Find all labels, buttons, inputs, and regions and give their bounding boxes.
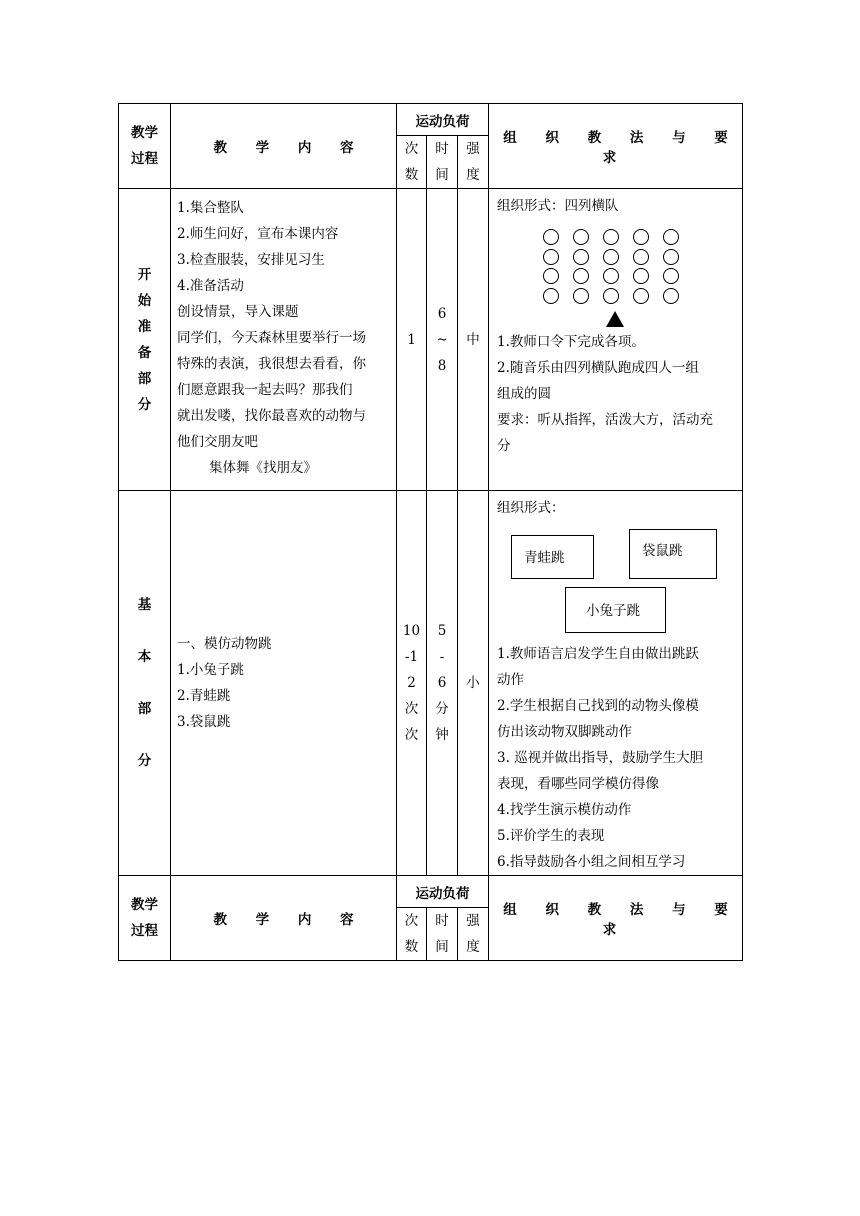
header-times-line: 次 <box>404 913 419 929</box>
method-line: 要求：听从指挥，活泼大方，活动充 <box>497 412 714 428</box>
section-name-char: 始 <box>137 292 152 309</box>
duration-line: 分 <box>435 701 449 717</box>
header-times-line: 次 <box>404 141 419 157</box>
station-box: 袋鼠跳 <box>629 529 717 579</box>
section-name-char: 开 <box>137 266 152 283</box>
method-line: 3. 巡视并做出指导，鼓励学生大胆 <box>497 750 704 766</box>
content-line: 3.检查服装，安排见习生 <box>177 252 325 268</box>
method-line: 分 <box>497 438 511 454</box>
station-box: 青蛙跳 <box>511 535 594 579</box>
header-process <box>119 104 171 189</box>
content-line: 1.小兔子跳 <box>177 662 244 678</box>
section-main-duration <box>427 491 458 876</box>
section-name-char: 基 <box>137 597 152 613</box>
student-circle-icon <box>543 229 559 245</box>
header-intensity <box>458 136 489 189</box>
method-line: 1.教师语言启发学生自由做出跳跃 <box>497 646 699 662</box>
content-line: 同学们，今天森林里要举行一场 <box>177 330 366 346</box>
section-warmup-method <box>489 189 743 491</box>
section-main-content <box>171 491 397 876</box>
student-circle-icon <box>633 249 649 265</box>
method-line: 动作 <box>497 672 525 688</box>
student-circle-icon <box>663 268 679 284</box>
section-main-method <box>489 491 743 876</box>
header-method-repeat <box>489 876 743 961</box>
duration-line: 钟 <box>435 727 449 743</box>
header-method <box>489 104 743 189</box>
duration-line: 6 <box>437 675 447 691</box>
header-load-repeat: 运动负荷 <box>397 876 489 908</box>
student-circle-icon <box>543 268 559 284</box>
section-main-intensity: 小 <box>458 491 489 876</box>
student-circle-icon <box>603 249 619 265</box>
method-line: 6.指导鼓励各小组之间相互学习 <box>497 854 686 870</box>
student-circle-icon <box>573 268 589 284</box>
times-line: 次 <box>404 701 419 717</box>
header-process-line: 过程 <box>131 151 158 167</box>
header-process-line: 过程 <box>131 923 158 939</box>
duration-line: 6 <box>437 305 447 322</box>
header-content-repeat <box>171 876 397 961</box>
section-name-char: 准 <box>137 318 152 335</box>
content-line: 们愿意跟我一起去吗？那我们 <box>177 382 353 398</box>
student-circle-icon <box>633 268 649 284</box>
method-line: 表现，看哪些同学模仿得像 <box>497 776 660 792</box>
section-warmup-name <box>119 189 171 491</box>
header-duration-line: 间 <box>435 939 449 955</box>
content-line: 特殊的表演，我很想去看看，你 <box>177 356 366 372</box>
header-intensity-line: 度 <box>466 939 480 955</box>
section-warmup-duration <box>427 189 458 491</box>
section-name-char: 部 <box>137 370 152 387</box>
content-line: 集体舞《找朋友》 <box>209 460 317 476</box>
student-circle-icon <box>573 229 589 245</box>
station-box: 小兔子跳 <box>565 587 666 633</box>
student-circle-icon <box>633 229 649 245</box>
content-line: 就出发喽，找你最喜欢的动物与 <box>177 408 366 424</box>
times-line: 10 <box>402 623 421 639</box>
header-load: 运动负荷 <box>397 104 489 136</box>
duration-line: - <box>439 649 445 665</box>
method-line: 组成的圆 <box>497 386 552 402</box>
section-warmup-times: 1 <box>397 189 427 491</box>
header-duration-line: 时 <box>435 141 449 157</box>
header-intensity-line: 强 <box>466 141 480 157</box>
content-line: 一、模仿动物跳 <box>177 636 272 652</box>
formation-circle-grid <box>497 219 736 329</box>
header-content-label: 教 学 内 容 <box>213 140 366 156</box>
header-duration-repeat <box>427 908 458 961</box>
header-method-label: 组 织 教 法 与 要 求 <box>503 130 740 166</box>
section-main <box>119 491 743 876</box>
duration-line: 5 <box>437 623 447 639</box>
header-intensity-line: 强 <box>466 913 480 929</box>
header-content <box>171 104 397 189</box>
formation-boxes <box>497 521 736 621</box>
formation-title: 组织形式：四列横队 <box>497 198 619 214</box>
student-circle-icon <box>543 288 559 304</box>
method-line: 4.找学生演示模仿动作 <box>497 802 632 818</box>
student-circle-icon <box>663 229 679 245</box>
section-name-char: 部 <box>137 701 152 717</box>
content-line: 3.袋鼠跳 <box>177 714 231 730</box>
header-method-label: 组 织 教 法 与 要 求 <box>503 902 740 938</box>
method-line: 5.评价学生的表现 <box>497 828 605 844</box>
section-warmup-intensity: 中 <box>458 189 489 491</box>
section-name-char: 分 <box>137 396 152 413</box>
student-circle-icon <box>573 249 589 265</box>
method-line: 仿出该动物双脚跳动作 <box>497 724 633 740</box>
section-name-char: 分 <box>137 753 152 769</box>
duration-line: ~ <box>436 331 448 348</box>
content-line: 他们交朋友吧 <box>177 434 258 450</box>
duration-line: 8 <box>437 357 447 374</box>
header-process-repeat <box>119 876 171 961</box>
times-line: 2 <box>407 675 416 691</box>
lesson-plan-table <box>118 103 743 961</box>
section-main-name <box>119 491 171 876</box>
student-circle-icon <box>573 288 589 304</box>
method-line: 2.学生根据自己找到的动物头像模 <box>497 698 699 714</box>
header-content-label: 教 学 内 容 <box>213 912 366 928</box>
student-circle-icon <box>633 288 649 304</box>
times-line: 次 <box>404 727 419 743</box>
header-process-line: 教学 <box>131 897 158 913</box>
student-circle-icon <box>663 288 679 304</box>
section-warmup <box>119 189 743 491</box>
student-circle-icon <box>663 249 679 265</box>
formation-title: 组织形式： <box>497 500 565 516</box>
student-circle-icon <box>543 249 559 265</box>
header-duration-line: 时 <box>435 913 449 929</box>
header-times-repeat <box>397 908 427 961</box>
header-duration <box>427 136 458 189</box>
section-main-times <box>397 491 427 876</box>
header-times-line: 数 <box>404 167 419 183</box>
section-name-char: 本 <box>137 649 152 665</box>
header-duration-line: 间 <box>435 167 449 183</box>
student-circle-icon <box>603 229 619 245</box>
content-line: 2.青蛙跳 <box>177 688 231 704</box>
header-process-line: 教学 <box>131 125 158 141</box>
content-line: 2.师生问好，宣布本课内容 <box>177 226 339 242</box>
teacher-triangle-icon <box>606 311 624 327</box>
content-line: 1.集合整队 <box>177 200 244 216</box>
content-line: 4.准备活动 <box>177 278 244 294</box>
section-name-char: 备 <box>137 344 152 361</box>
method-line: 1.教师口令下完成各项。 <box>497 334 645 350</box>
header-intensity-line: 度 <box>466 167 480 183</box>
header-times <box>397 136 427 189</box>
section-warmup-content <box>171 189 397 491</box>
student-circle-icon <box>603 288 619 304</box>
student-circle-icon <box>603 268 619 284</box>
content-line: 创设情景，导入课题 <box>177 304 299 320</box>
times-line: -1 <box>404 649 419 665</box>
header-intensity-repeat <box>458 908 489 961</box>
header-times-line: 数 <box>404 939 419 955</box>
method-line: 2.随音乐由四列横队跑成四人一组 <box>497 360 699 376</box>
